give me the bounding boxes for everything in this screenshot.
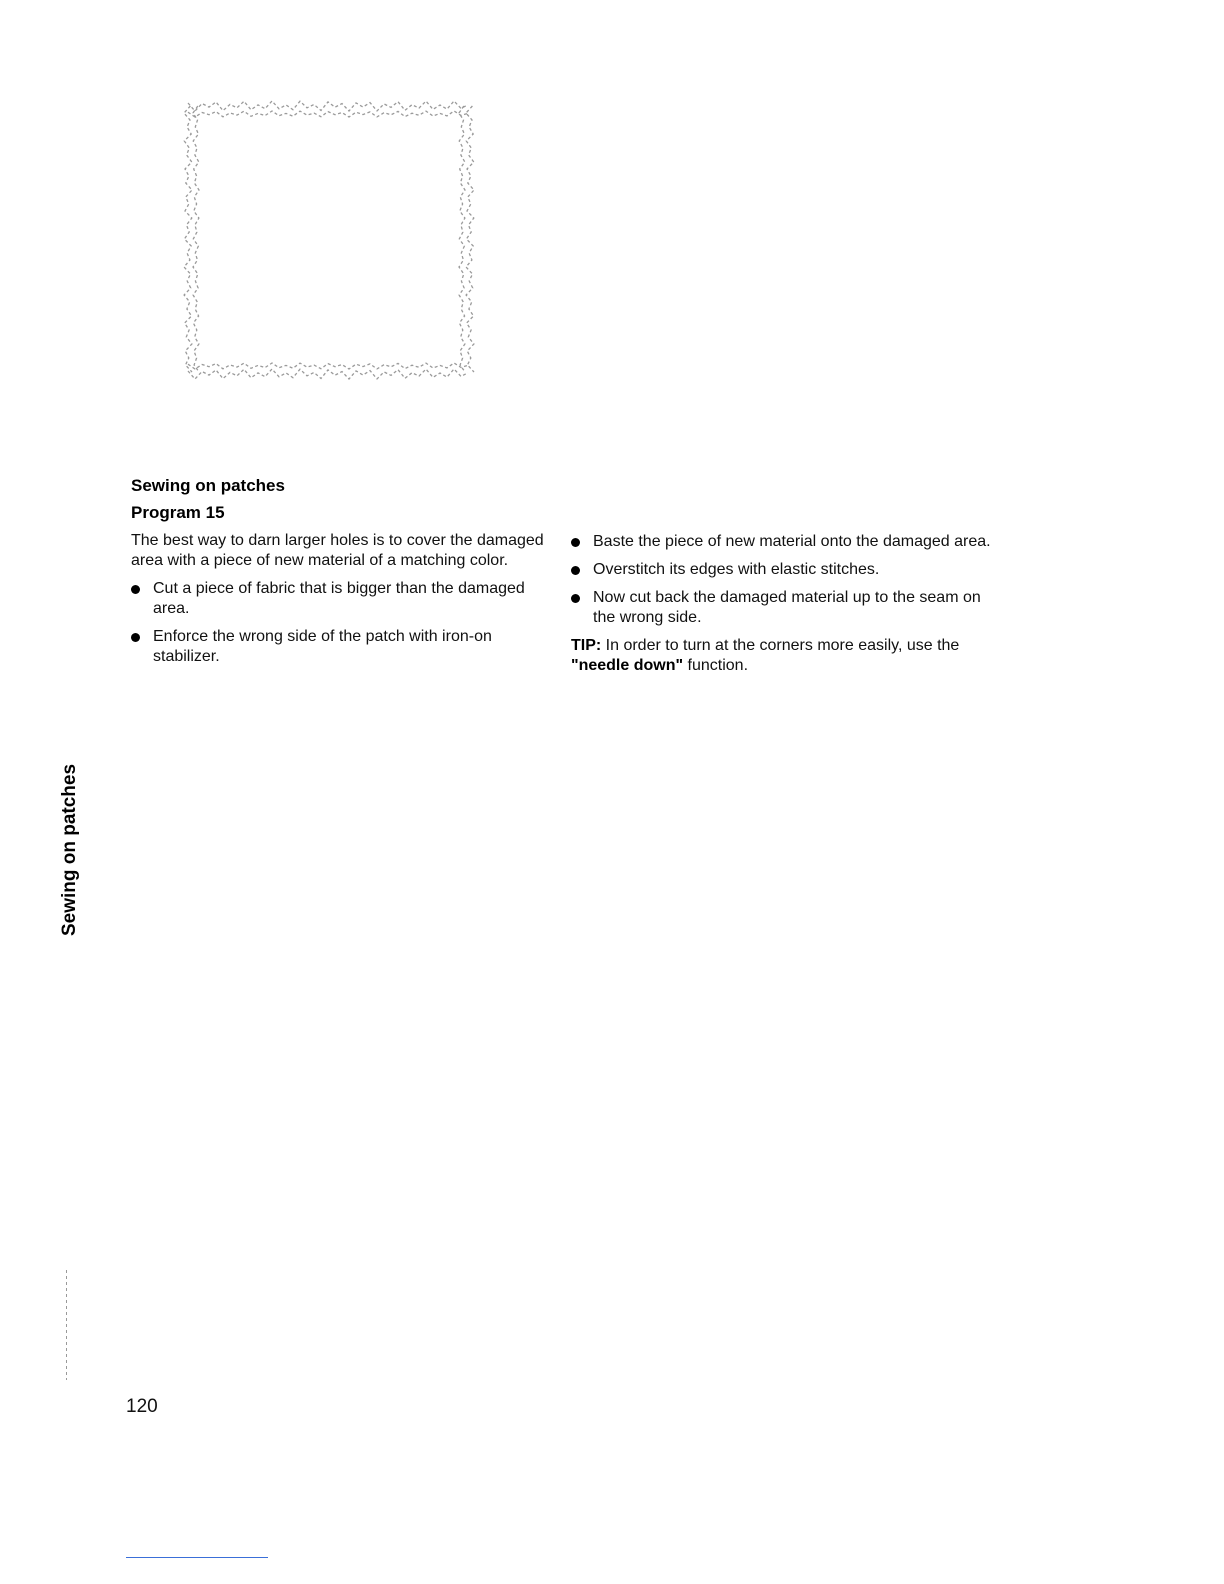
stitch-line (188, 369, 468, 379)
list-item-text: Enforce the wrong side of the patch with iron-on stabilizer. (153, 628, 492, 665)
bottom-rule (126, 1557, 268, 1558)
bullet-icon (571, 566, 580, 575)
list-item-text: Baste the piece of new material onto the damaged area. (593, 533, 991, 550)
stitch-line (188, 363, 468, 369)
margin-mark (66, 1270, 67, 1380)
intro-paragraph: The best way to darn larger holes is to cover the damaged area with a piece of new material of a matching color. (131, 532, 544, 569)
program-label: Program 15 (131, 503, 225, 522)
list-item-text: Cut a piece of fabric that is bigger than the damaged area. (153, 580, 525, 617)
section-title: Sewing on patches (131, 476, 285, 495)
list-item-text: Overstitch its edges with elastic stitches. (593, 561, 880, 578)
bullet-icon (571, 594, 580, 603)
stitch-line (188, 101, 468, 111)
stitch-line (459, 106, 465, 372)
tip-function-name: "needle down" (571, 657, 684, 674)
list-item (571, 560, 991, 580)
page-number: 120 (126, 1396, 158, 1417)
stitch-line (184, 106, 192, 372)
side-tab-label: Sewing on patches (59, 763, 80, 937)
left-column (131, 531, 546, 675)
bullet-icon (131, 633, 140, 642)
bullet-icon (571, 538, 580, 547)
right-column (571, 532, 991, 684)
list-item (571, 532, 991, 552)
patch-stitch-border (184, 101, 474, 379)
patch-stitch-illustration (180, 96, 480, 386)
list-item (571, 588, 991, 628)
stitch-line (466, 106, 474, 372)
list-item (131, 627, 546, 667)
tip-text: In order to turn at the corners more easily, use the (601, 637, 960, 654)
stitch-line (193, 106, 199, 372)
tip-label: TIP: (571, 637, 602, 654)
list-item-text: Now cut back the damaged material up to the seam on the wrong side. (593, 589, 981, 626)
tip-text-end: function. (683, 657, 749, 674)
side-tab (30, 750, 110, 950)
bullet-icon (131, 585, 140, 594)
stitch-line (188, 111, 468, 117)
tip-paragraph (571, 636, 991, 676)
list-item (131, 579, 546, 619)
